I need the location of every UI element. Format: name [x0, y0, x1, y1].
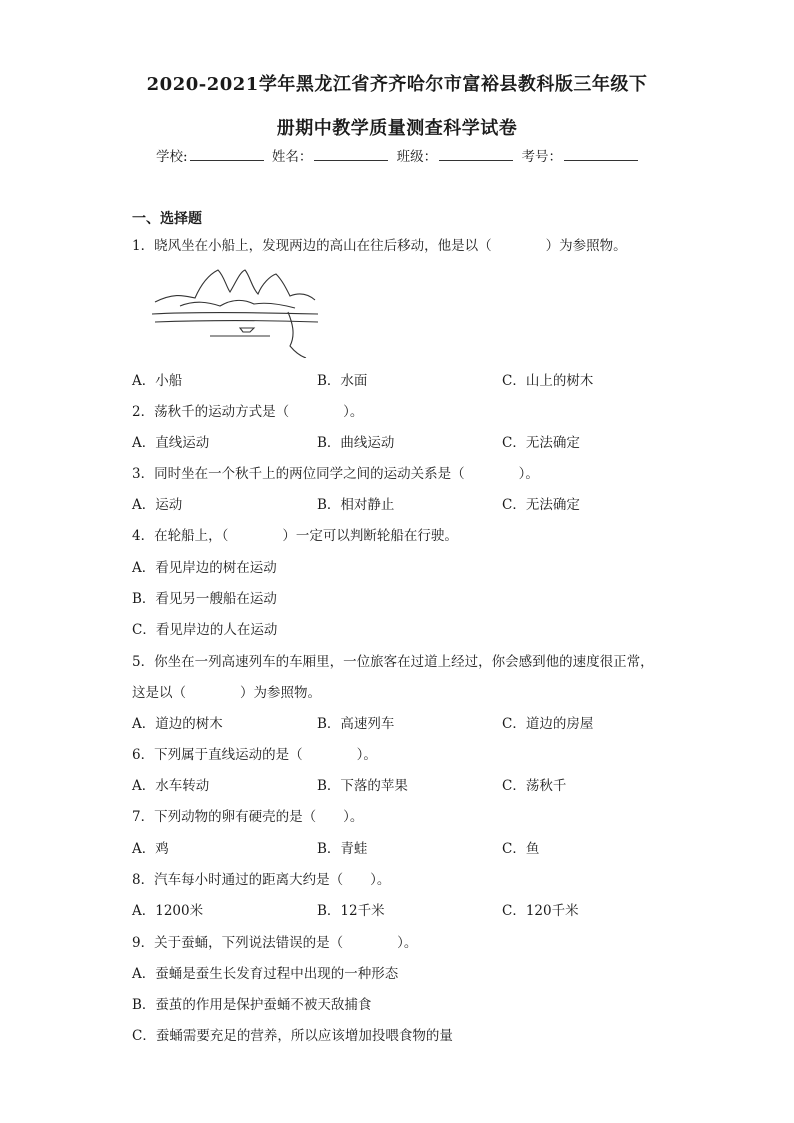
boat-mountain-illustration [150, 262, 320, 358]
exam-number-label: 考号： [521, 149, 562, 165]
option-c: C．荡秋千 [502, 778, 567, 794]
option-a: A．直线运动 [132, 435, 210, 451]
option-b: B．蚕茧的作用是保护蚕蛹不被天敌捕食 [132, 997, 372, 1013]
question-stem: 9．关于蚕蛹，下列说法错误的是（ ）。 [132, 935, 418, 951]
question-stem: 5．你坐在一列高速列车的车厢里，一位旅客在过道上经过，你会感到他的速度很正常， [132, 654, 654, 670]
option-c: C．山上的树木 [502, 373, 594, 389]
question-stem: 1．晓风坐在小船上，发现两边的高山在往后移动，他是以（ ）为参照物。 [132, 238, 627, 254]
class-label: 班级： [396, 149, 438, 165]
school-blank [190, 147, 264, 161]
option-c: C．鱼 [502, 841, 540, 857]
option-b: B．下落的苹果 [317, 778, 408, 794]
exam-title-line2: 册期中教学质量测查科学试卷 [276, 118, 518, 139]
option-a: A．水车转动 [132, 778, 210, 794]
question-stem: 3．同时坐在一个秋千上的两位同学之间的运动关系是（ ）。 [132, 466, 539, 482]
question-stem: 7．下列动物的卵有硬壳的是（ ）。 [132, 809, 364, 825]
option-c: C．120千米 [502, 903, 579, 919]
option-b: B．曲线运动 [317, 435, 395, 451]
option-c: C．道边的房屋 [502, 716, 594, 732]
exam-number-blank [564, 147, 638, 161]
option-a: A．道边的树木 [132, 716, 223, 732]
option-b: B．高速列车 [317, 716, 395, 732]
option-c: C．看见岸边的人在运动 [132, 622, 278, 638]
student-info-row [0, 145, 794, 165]
option-b: B．看见另一艘船在运动 [132, 591, 277, 607]
option-c: C．无法确定 [502, 435, 580, 451]
question-stem-continued: 这是以（ ）为参照物。 [132, 685, 321, 701]
option-b: B．青蛙 [317, 841, 368, 857]
question-stem: 4．在轮船上，（ ）一定可以判断轮船在行驶。 [132, 528, 458, 544]
class-blank [439, 147, 513, 161]
option-a: A．看见岸边的树在运动 [132, 560, 277, 576]
section-title: 一、选择题 [132, 211, 202, 227]
question-stem: 6．下列属于直线运动的是（ ）。 [132, 747, 377, 763]
option-a: A．鸡 [132, 841, 169, 857]
exam-title-line1: 2020-2021学年黑龙江省齐齐哈尔市富裕县教科版三年级下 [146, 74, 648, 95]
option-a: A．小船 [132, 373, 183, 389]
name-blank [314, 147, 388, 161]
option-c: C．蚕蛹需要充足的营养，所以应该增加投喂食物的量 [132, 1028, 453, 1044]
option-a: A．运动 [132, 497, 183, 513]
option-a: A．蚕蛹是蚕生长发育过程中出现的一种形态 [132, 966, 399, 982]
question-stem: 2．荡秋千的运动方式是（ ）。 [132, 404, 364, 420]
option-c: C．无法确定 [502, 497, 580, 513]
option-b: B．相对静止 [317, 497, 395, 513]
option-b: B．12千米 [317, 903, 385, 919]
question-stem: 8．汽车每小时通过的距离大约是（ ）。 [132, 872, 391, 888]
option-a: A．1200米 [132, 903, 204, 919]
school-label: 学校: [156, 149, 188, 165]
name-label: 姓名： [271, 149, 313, 165]
option-b: B．水面 [317, 373, 368, 389]
